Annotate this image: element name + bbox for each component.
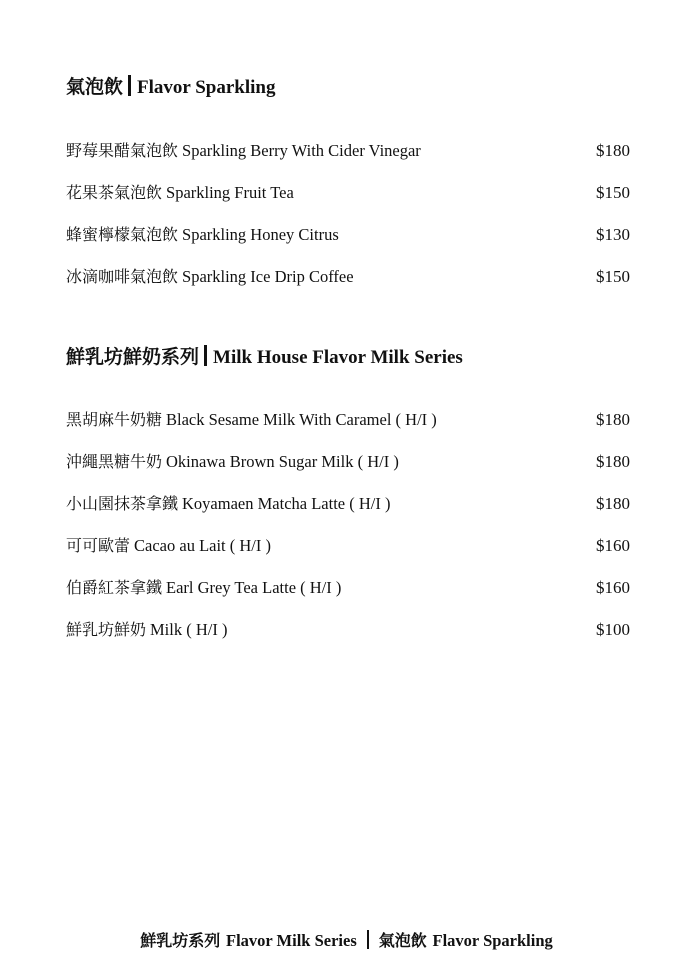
section-title-zh: 氣泡飲 xyxy=(66,76,124,98)
menu-item xyxy=(66,214,630,256)
item-price: $100 xyxy=(596,620,630,639)
footer-left-zh: 鮮乳坊系列 xyxy=(140,931,221,950)
item-name-en: Okinawa Brown Sugar Milk ( H/I ) xyxy=(166,452,399,471)
menu-item xyxy=(66,441,630,483)
item-name-zh: 蜂蜜檸檬氣泡飲 xyxy=(66,225,179,244)
item-price: $150 xyxy=(596,183,630,202)
item-price: $180 xyxy=(596,410,630,429)
item-price: $180 xyxy=(596,452,630,471)
item-name-zh: 野莓果醋氣泡飲 xyxy=(66,141,179,160)
menu-item xyxy=(66,483,630,525)
section-title-en: Flavor Sparkling xyxy=(137,77,276,98)
footer-right-en: Flavor Sparkling xyxy=(432,931,553,950)
item-price: $130 xyxy=(596,225,630,244)
menu-item-list xyxy=(66,130,630,298)
item-name-en: Sparkling Ice Drip Coffee xyxy=(182,267,354,286)
section-title xyxy=(66,75,630,100)
menu-item-list xyxy=(66,399,630,651)
item-name-en: Sparkling Fruit Tea xyxy=(166,183,294,202)
section-title xyxy=(66,345,630,370)
item-name-zh: 黑胡麻牛奶糖 xyxy=(66,410,163,429)
menu-item xyxy=(66,567,630,609)
menu-item xyxy=(66,609,630,651)
item-name-en: Earl Grey Tea Latte ( H/I ) xyxy=(166,578,342,597)
item-price: $150 xyxy=(596,267,630,286)
item-price: $180 xyxy=(596,494,630,513)
item-name-zh: 伯爵紅茶拿鐵 xyxy=(66,578,163,597)
item-name-zh: 鮮乳坊鮮奶 xyxy=(66,620,147,639)
section-title-en: Milk House Flavor Milk Series xyxy=(213,347,463,368)
item-name-en: Sparkling Honey Citrus xyxy=(182,225,339,244)
page-footer xyxy=(0,929,693,953)
menu-item xyxy=(66,399,630,441)
footer-divider-bar xyxy=(367,930,369,949)
divider-bar xyxy=(204,345,207,366)
menu-section-milk-series xyxy=(66,345,630,651)
footer-right-zh: 氣泡飲 xyxy=(378,931,427,950)
menu-item xyxy=(66,172,630,214)
item-name-zh: 可可歐蕾 xyxy=(66,536,131,555)
item-name-en: Black Sesame Milk With Caramel ( H/I ) xyxy=(166,410,437,429)
item-name-zh: 花果茶氣泡飲 xyxy=(66,183,163,202)
item-price: $160 xyxy=(596,578,630,597)
menu-item xyxy=(66,130,630,172)
item-name-en: Koyamaen Matcha Latte ( H/I ) xyxy=(182,494,391,513)
menu-item xyxy=(66,525,630,567)
footer-left-en: Flavor Milk Series xyxy=(225,931,357,950)
menu-section-sparkling xyxy=(66,75,630,298)
item-price: $160 xyxy=(596,536,630,555)
item-name-zh: 沖繩黑糖牛奶 xyxy=(66,452,163,471)
item-name-en: Sparkling Berry With Cider Vinegar xyxy=(182,141,421,160)
item-price: $180 xyxy=(596,141,630,160)
divider-bar xyxy=(128,75,131,96)
item-name-zh: 冰滴咖啡氣泡飲 xyxy=(66,267,179,286)
section-title-zh: 鮮乳坊鮮奶系列 xyxy=(66,346,200,368)
item-name-en: Milk ( H/I ) xyxy=(150,620,228,639)
item-name-zh: 小山園抹茶拿鐵 xyxy=(66,494,179,513)
menu-item xyxy=(66,256,630,298)
item-name-en: Cacao au Lait ( H/I ) xyxy=(134,536,271,555)
